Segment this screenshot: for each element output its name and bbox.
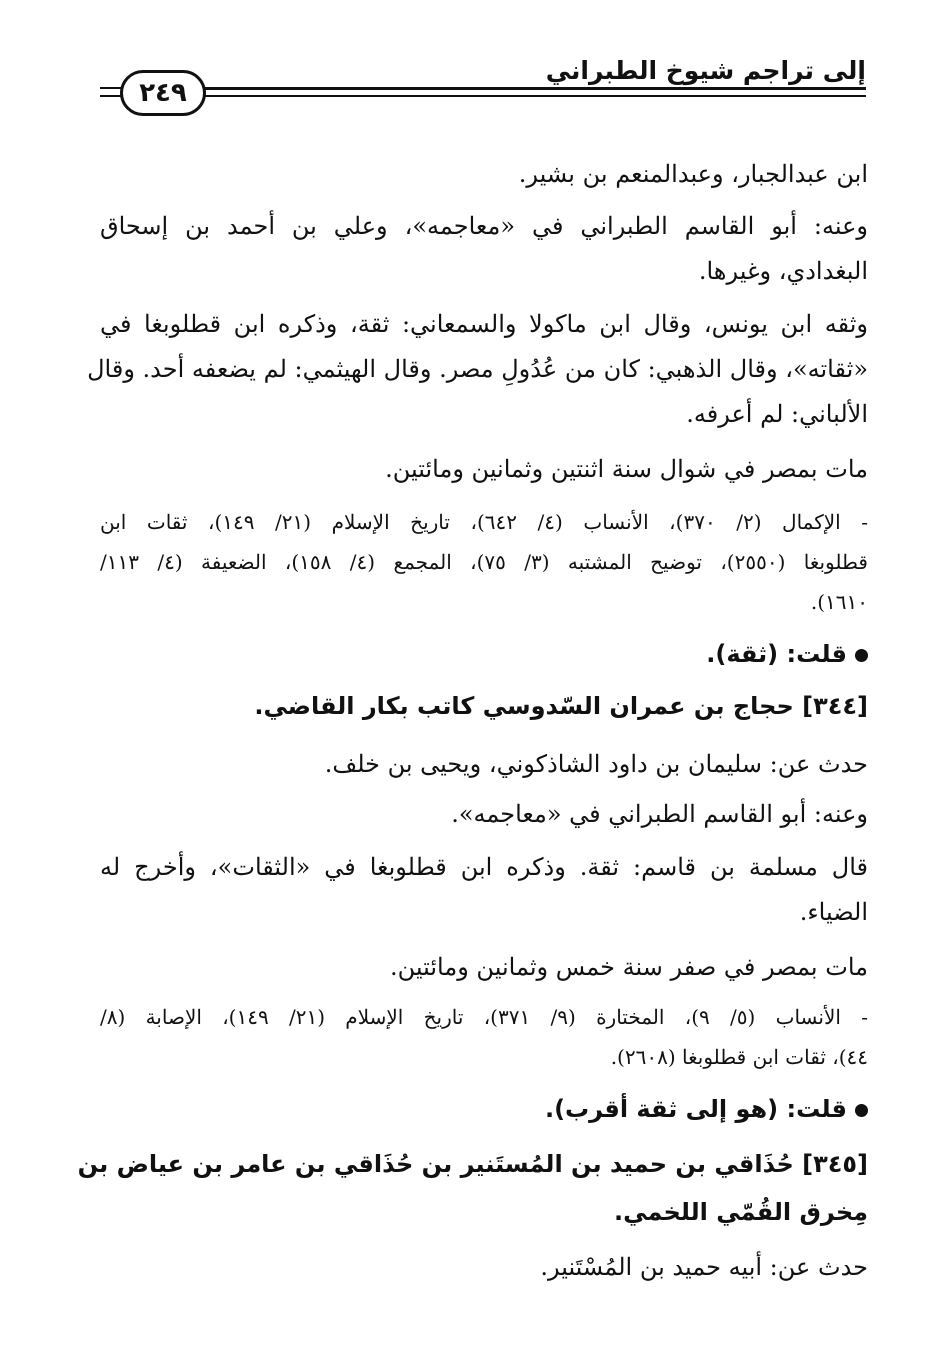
footnote-line: - الأنساب (٥/ ٩)، المختارة (٩/ ٣٧١)، تاريخ الإسلام (٢١/ ١٤٩)، الإصابة (٨/ [100,1005,868,1029]
footnote-line: ١٦١٠). [810,590,868,614]
text-line: ابن عبدالجبار، وعبدالمنعم بن بشير. [518,160,868,188]
verdict-text: قلت: (هو إلى ثقة أقرب). [544,1095,847,1123]
text-line: وعنه: أبو القاسم الطبراني في «معاجمه»، وعلي بن أحمد بن إسحاق [100,212,868,240]
footnote-line: - الإكمال (٢/ ٣٧٠)، الأنساب (٤/ ٦٤٢)، تاريخ الإسلام (٢١/ ١٤٩)، ثقات ابن [100,510,869,534]
bullet-dot-icon [855,649,868,662]
text-line: مات بمصر في صفر سنة خمس وثمانين ومائتين. [389,953,868,981]
footnote-line: قطلوبغا (٢٥٥٠)، توضيح المشتبه (٣/ ٧٥)، المجمع (٤/ ١٥٨)، الضعيفة (٤/ ١١٣/ [100,550,868,574]
text-line: مات بمصر في شوال سنة اثنتين وثمانين ومائتين. [385,455,868,483]
text-line: حدث عن: سليمان بن داود الشاذكوني، ويحيى بن خلف. [324,750,868,778]
text-line: وعنه: أبو القاسم الطبراني في «معاجمه». [451,800,868,828]
header-rule-right-top [204,87,866,90]
text-line: حدث عن: أبيه حميد بن المُسْتَنير. [540,1253,868,1281]
verdict-text: قلت: (ثقة). [706,640,847,668]
header-rule-left-bottom [100,95,122,97]
verdict-line [706,640,868,669]
text-line: قال مسلمة بن قاسم: ثقة. وذكره ابن قطلوبغا في «الثقات»، وأخرج له [100,853,868,881]
running-header-title: إلى تراجم شيوخ الطبراني [545,56,866,85]
entry-heading: [٣٤٥] حُذَاقي بن حميد بن المُستَنير بن حُذَاقي بن عامر بن عياض بن [77,1150,868,1178]
bullet-dot-icon [855,1104,868,1117]
verdict-line [545,1095,868,1124]
page-number: ٢٤٩ [120,70,206,116]
entry-heading-continued: مِخرق القُمّي اللخمي. [614,1198,868,1226]
text-line: «ثقاته»، وقال الذهبي: كان من عُدُولِ مصر. وقال الهيثمي: لم يضعفه أحد. وقال [87,355,868,383]
text-line: البغدادي، وغيرها. [698,257,868,285]
header-rule-right-bottom [204,95,866,97]
entry-heading: [٣٤٤] حجاج بن عمران السّدوسي كاتب بكار القاضي. [254,692,868,720]
footnote-line: ٤٤)، ثقات ابن قطلوبغا (٢٦٠٨). [610,1045,868,1069]
header-rule-left-top [100,87,122,89]
text-line: الألباني: لم أعرفه. [686,400,868,428]
text-line: الضياء. [799,898,868,926]
text-line: وثقه ابن يونس، وقال ابن ماكولا والسمعاني: ثقة، وذكره ابن قطلوبغا في [100,310,868,338]
